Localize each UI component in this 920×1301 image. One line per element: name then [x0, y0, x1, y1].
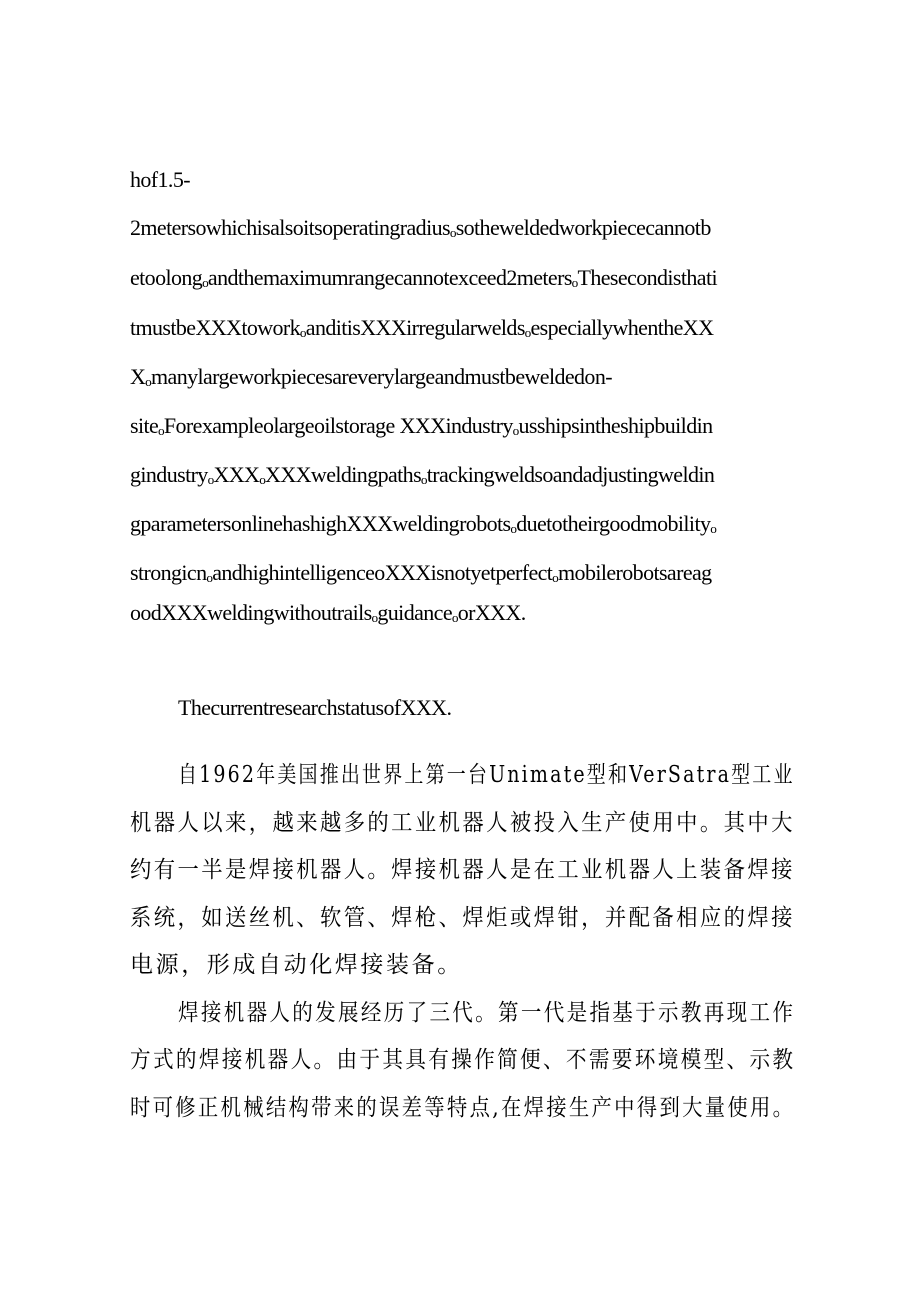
text-line: gparametersonlinehashighXXXweldingrobotsₒduetotheirgoodmobilityₒ [130, 511, 717, 536]
text-line: 方式的焊接机器人。由于其具有操作简便、不需要环境模型、示教 [130, 1047, 796, 1073]
text-line: 电源，形成自动化焊接装备。 [130, 952, 463, 978]
text-line: hof1.5- [130, 167, 190, 192]
text-line: Xₒmanylargeworkpiecesareverylargeandmustbeweldedon- [130, 364, 612, 389]
text-line: etoolongₒandthemaximumrangecannotexceed2metersₒThesecondisthati [130, 265, 717, 290]
text-line: 焊接机器人的发展经历了三代。第一代是指基于示教再现工作 [178, 1000, 796, 1026]
section-heading: ThecurrentresearchstatusofXXX. [178, 695, 452, 720]
text-line: 机器人以来，越来越多的工业机器人被投入生产使用中。其中大 [130, 810, 795, 836]
text-line: 时可修正机械结构带来的误差等特点,在焊接生产中得到大量使用。 [130, 1095, 796, 1121]
text-line: 2metersowhichisalsoitsoperatingradiusₒsotheweldedworkpiececannotb [130, 215, 711, 240]
text-line: strongicnₒandhighintelligenceoXXXisnotyetperfectₒmobilerobotsareag [130, 560, 712, 585]
text-line: 自1962年美国推出世界上第一台Unimate型和VerSatra型工业 [178, 762, 795, 788]
text-line: gindustryₒXXXₒXXXweldingpathsₒtrackingweldsoandadjustingweldin [130, 462, 715, 487]
text-line: tmustbeXXXtoworkₒanditisXXXirregularweldsₒespeciallywhentheXX [130, 315, 714, 340]
text-line: 系统，如送丝机、软管、焊枪、焊炬或焊钳，并配备相应的焊接 [130, 905, 795, 931]
text-line: siteₒForexampleolargeoilstorage XXXindustryₒusshipsintheshipbuildin [130, 413, 713, 438]
text-line: 约有一半是焊接机器人。焊接机器人是在工业机器人上装备焊接 [130, 857, 795, 883]
text-line: oodXXXweldingwithoutrailsₒguidanceₒorXXX. [130, 600, 526, 625]
